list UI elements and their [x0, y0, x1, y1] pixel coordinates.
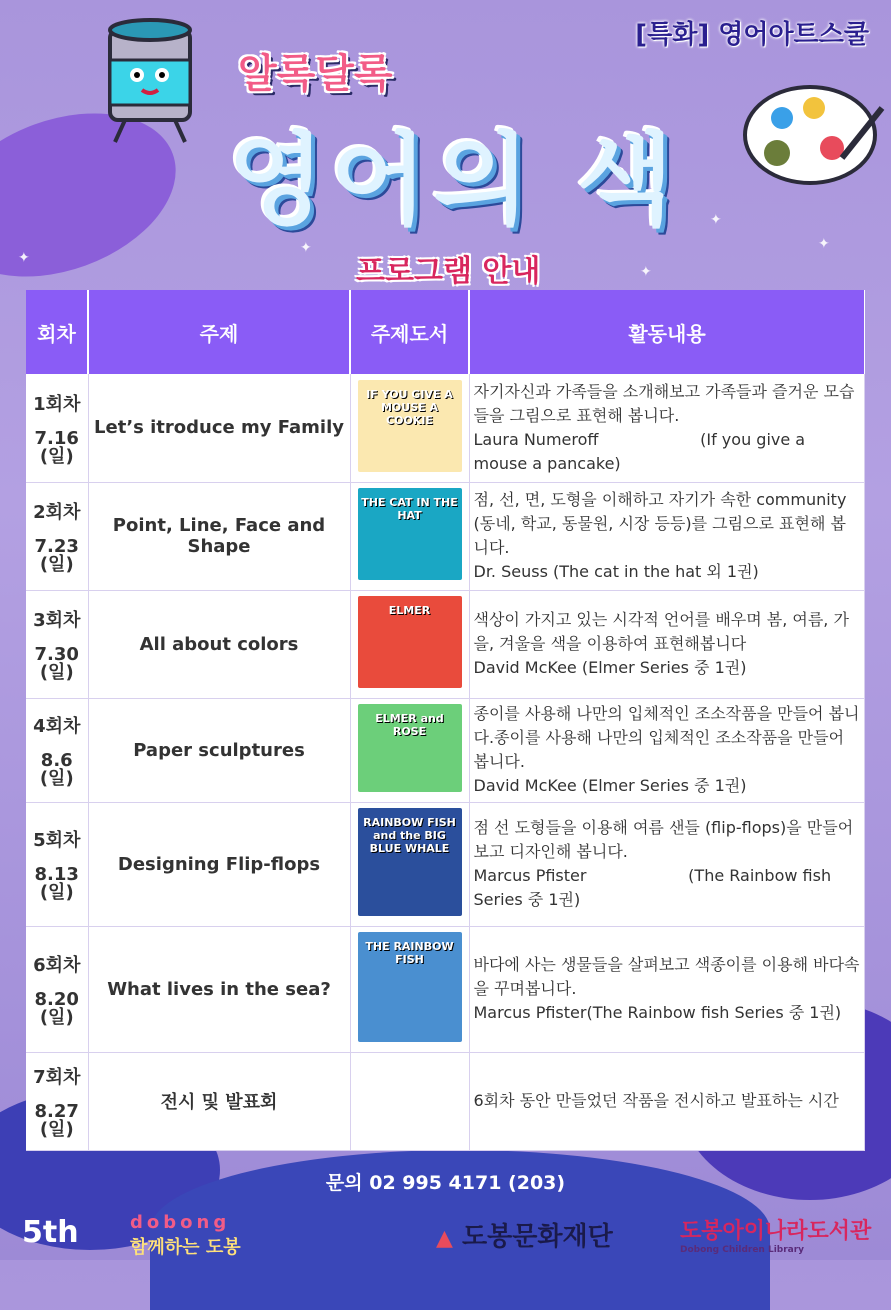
topic-cell: 전시 및 발표회: [88, 1052, 350, 1150]
header-round: 회차: [26, 290, 88, 374]
topic-cell: All about colors: [88, 590, 350, 698]
activity-text: David McKee (Elmer Series 중 1권): [473, 776, 747, 795]
book-elmer-icon: [358, 596, 462, 688]
session-date: 8.27: [34, 1101, 79, 1122]
table-row: [26, 698, 864, 802]
star-icon: ✦: [710, 212, 722, 228]
paint-bucket-mascot-icon: [80, 10, 230, 150]
round-cell: [26, 590, 88, 698]
book-cover-title: RAINBOW FISH and the BIG BLUE WHALE: [363, 816, 456, 855]
session-day: (일): [39, 445, 74, 467]
activity-cell: [469, 482, 864, 590]
session-date: 7.16: [34, 427, 79, 449]
session-day: (일): [39, 768, 74, 789]
header-activity: 활동내용: [469, 290, 864, 374]
round-label: 7회차: [33, 1067, 81, 1088]
contact-info: 문의 02 995 4171 (203): [325, 1172, 566, 1194]
book-cover-title: THE RAINBOW FISH: [365, 940, 454, 966]
round-cell: [26, 1052, 88, 1150]
table-row: [26, 374, 864, 482]
book-cover-title: ELMER: [388, 604, 431, 617]
round-cell: [26, 926, 88, 1052]
book-cell: [350, 1052, 469, 1150]
session-day: (일): [39, 1007, 74, 1028]
round-cell: [26, 482, 88, 590]
book-cell: [350, 482, 469, 590]
foundation-mountain-icon: ▲: [436, 1226, 453, 1251]
topic-cell: Designing Flip-flops: [88, 802, 350, 926]
round-label: 1회차: [33, 393, 81, 415]
session-day: (일): [39, 554, 74, 575]
library-logo-en: Dobong Children Library: [680, 1245, 805, 1255]
anniversary-logo-text: 5th: [22, 1215, 79, 1250]
star-icon: ✦: [818, 236, 830, 252]
dobong-logo-text: 함께하는 도봉: [130, 1237, 241, 1258]
foundation-logo: [436, 1216, 613, 1253]
activity-text: 점, 선, 면, 도형을 이해하고 자기가 속한 community (동네, 학교, 동물원, 시장 등등)를 그림으로 표현해 봅니다.: [473, 490, 852, 557]
book-if-you-give-a-mouse-a-cookie-icon: [358, 380, 462, 472]
subtitle: 프로그램 안내: [356, 254, 541, 289]
activity-text: 종이를 사용해 나만의 입체적인 조소작품을 만들어 봅니다.종이를 사용해 나만의 입체적인 조소작품을 만들어 봅니다.: [473, 704, 860, 771]
session-date: 8.6: [40, 750, 73, 771]
session-date: 7.23: [34, 536, 79, 557]
dobong-logo: [130, 1212, 241, 1259]
activity-cell: [469, 374, 864, 482]
table-row: [26, 482, 864, 590]
activity-cell: [469, 1052, 864, 1150]
header-book: 주제도서: [350, 290, 469, 374]
program-tag: [특화] 영어아트스쿨: [635, 20, 869, 50]
anniversary-logo: [22, 1215, 79, 1250]
activity-text: 점 선 도형들을 이용해 여름 샌들 (flip-flops)을 만들어 보고 디자인해 봅니다.: [473, 818, 859, 861]
table-row: [26, 1052, 864, 1150]
topic-cell: Let’s itroduce my Family: [88, 374, 350, 482]
session-date: 7.30: [34, 644, 79, 665]
activity-text: Laura Numeroff (If you give a mouse a pancake): [473, 429, 811, 473]
activity-text: Marcus Pfister(The Rainbow fish Series 중 1권): [473, 1003, 842, 1022]
session-day: (일): [39, 662, 74, 683]
topic-cell: What lives in the sea?: [88, 926, 350, 1052]
round-label: 4회차: [33, 716, 81, 737]
table-row: [26, 802, 864, 926]
book-cover-title: IF YOU GIVE A MOUSE A COOKIE: [366, 387, 453, 427]
book-cell: [350, 926, 469, 1052]
book-rainbow-fish-blue-whale-icon: [358, 808, 462, 916]
round-cell: [26, 802, 88, 926]
activity-text: Dr. Seuss (The cat in the hat 외 1권): [473, 562, 759, 581]
round-label: 6회차: [33, 955, 81, 976]
book-cell: [350, 374, 469, 482]
paint-palette-icon: [742, 78, 887, 193]
table-row: [26, 590, 864, 698]
page-title: 영어의 색: [228, 122, 680, 239]
activity-cell: [469, 698, 864, 802]
title-small: 알록달록: [238, 51, 393, 97]
book-cell: [350, 698, 469, 802]
book-cover-title: THE CAT IN THE HAT: [361, 496, 458, 522]
round-cell: [26, 698, 88, 802]
activity-text: 바다에 사는 생물들을 살펴보고 색종이를 이용해 바다속을 꾸며봅니다.: [473, 955, 860, 998]
topic-cell: Paper sculptures: [88, 698, 350, 802]
session-date: 8.13: [34, 864, 79, 885]
round-label: 2회차: [33, 502, 81, 523]
library-logo-text: 도봉아이나라도서관: [680, 1219, 872, 1244]
star-icon: ✦: [640, 264, 652, 280]
table-row: [26, 926, 864, 1052]
activity-text: Marcus Pfister (The Rainbow fish Series 중 1권): [473, 866, 837, 909]
dobong-logo-letters: dobong: [130, 1212, 231, 1233]
round-label: 3회차: [33, 610, 81, 631]
session-day: (일): [39, 882, 74, 903]
activity-cell: [469, 926, 864, 1052]
session-date: 8.20: [34, 989, 79, 1010]
book-cell: [350, 590, 469, 698]
activity-cell: [469, 590, 864, 698]
table-header-row: [26, 290, 864, 374]
schedule-table: [26, 290, 865, 1151]
activity-text: 자기자신과 가족들을 소개해보고 가족들과 즐거운 모습들을 그림으로 표현해 봅니다.: [473, 381, 855, 425]
topic-cell: Point, Line, Face and Shape: [88, 482, 350, 590]
activity-text: David McKee (Elmer Series 중 1권): [473, 658, 747, 677]
activity-text: 6회차 동안 만들었던 작품을 전시하고 발표하는 시간: [473, 1091, 839, 1110]
header-topic: 주제: [88, 290, 350, 374]
star-icon: ✦: [300, 240, 312, 256]
book-the-cat-in-the-hat-icon: [358, 488, 462, 580]
foundation-logo-text: 도봉문화재단: [461, 1222, 613, 1252]
book-elmer-and-rose-icon: [358, 704, 462, 792]
book-cell: [350, 802, 469, 926]
book-the-rainbow-fish-icon: [358, 932, 462, 1042]
book-cover-title: ELMER and ROSE: [375, 712, 444, 738]
star-icon: ✦: [18, 250, 30, 266]
session-day: (일): [39, 1119, 74, 1140]
round-cell: [26, 374, 88, 482]
library-logo: [680, 1214, 871, 1255]
activity-text: 색상이 가지고 있는 시각적 언어를 배우며 봄, 여름, 가을, 겨울을 색을 이용하여 표현해봅니다: [473, 610, 849, 653]
round-label: 5회차: [33, 830, 81, 851]
activity-cell: [469, 802, 864, 926]
